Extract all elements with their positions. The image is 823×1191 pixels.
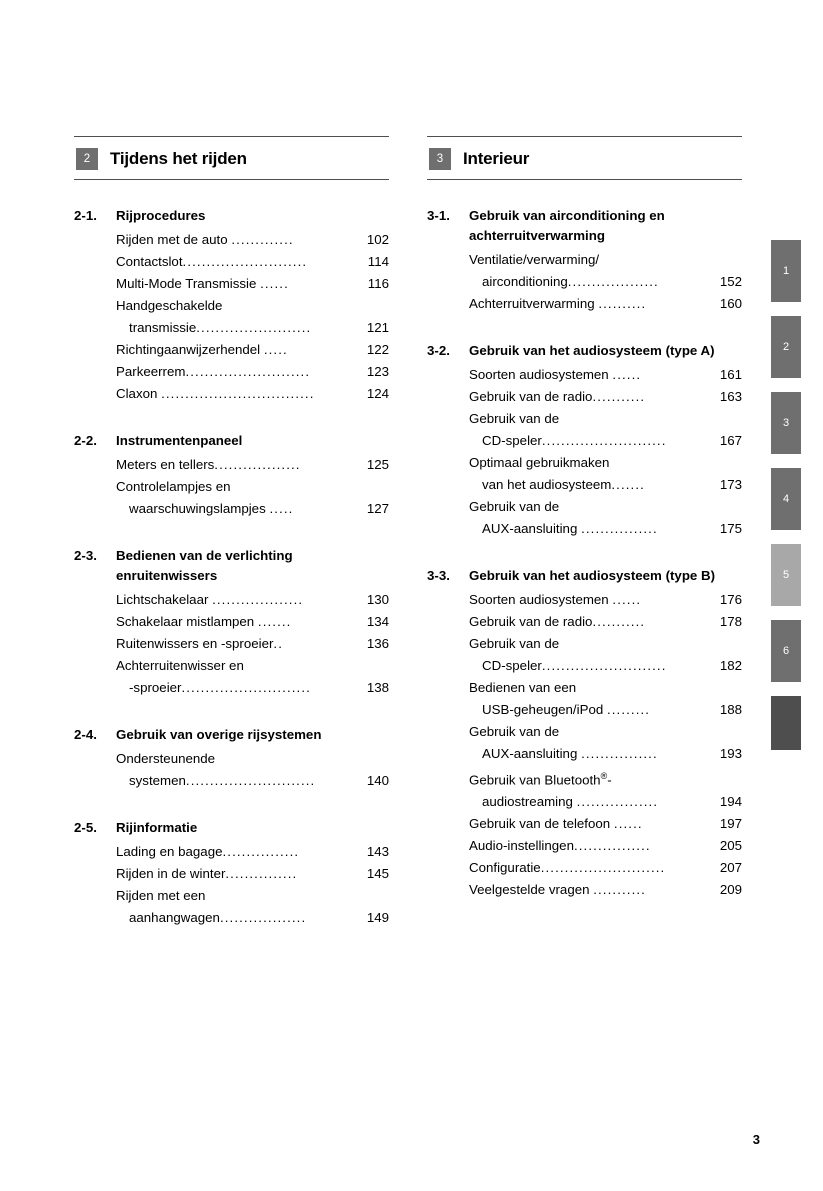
toc-entry-text: Contactslot.......................... [116,254,308,269]
toc-entry[interactable] [427,364,742,386]
toc-entry[interactable] [74,454,389,476]
side-tab-7[interactable] [771,696,801,750]
toc-entry-text: Rijden in de winter............... [116,866,298,881]
toc-entry-text: Gebruik van de radio........... [469,389,646,404]
toc-entry-text: Lading en bagage................ [116,844,300,859]
toc-entry-page: 123 [366,364,389,379]
toc-entry-page: 102 [366,232,389,247]
section-title: Gebruik van het audiosysteem (type B) [469,568,716,583]
toc-entry-page: 152 [719,274,742,289]
toc-entry-page: 167 [719,433,742,448]
toc-entry-page: 122 [366,342,389,357]
toc-entry[interactable] [74,633,389,655]
toc-section [427,566,742,901]
toc-entry-page: 175 [719,521,742,536]
toc-entry[interactable] [427,879,742,901]
toc-section [74,546,389,699]
toc-entry-text: Veelgestelde vragen ........... [469,882,646,898]
toc-section [427,341,742,540]
toc-entry-page: 161 [719,367,742,382]
toc-entry-text: Meters en tellers.................. [116,457,301,472]
toc-entry-text: Schakelaar mistlampen ....... [116,614,292,629]
toc-entry-page: 163 [719,389,742,404]
toc-entry[interactable] [427,835,742,857]
toc-entry-page: 176 [719,592,742,607]
section-heading [427,341,742,361]
section-number: 2-2. [74,433,97,448]
toc-entry-text: Soorten audiosystemen ...... [469,367,642,382]
toc-entry[interactable] [427,293,742,315]
section-title: Instrumentenpaneel [116,433,243,448]
side-tab-6[interactable] [771,620,801,682]
toc-entry-page: 140 [366,773,389,788]
chapter-header-2 [74,136,389,180]
toc-entry[interactable] [74,611,389,633]
toc-entry-text: Achterruitverwarming .......... [469,296,647,311]
toc-section [74,818,389,929]
toc-entry-page: 130 [366,592,389,607]
toc-entry[interactable] [427,857,742,879]
side-tab-label: 1 [782,265,790,277]
toc-entry-page: 136 [366,636,389,651]
section-heading [74,546,389,586]
toc-entry-text: Ondersteunende systemen........................... [116,751,316,788]
toc-entry[interactable] [74,589,389,611]
toc-entry-text: Rijden met de auto ............. [116,232,294,247]
toc-entry-page: 145 [366,866,389,881]
section-heading [74,431,389,451]
section-title: Gebruik van airconditioning en achterruitverwarming [469,208,665,243]
toc-entry-page: 193 [719,746,742,761]
toc-entry-page: 124 [366,386,389,401]
toc-entry-page: 138 [366,680,389,695]
toc-entry-page: 207 [719,860,742,876]
toc-entry[interactable] [427,765,742,813]
section-number: 2-1. [74,208,97,223]
section-number: 2-3. [74,548,97,563]
section-number: 2-4. [74,727,97,742]
toc-entry-page: 182 [719,658,742,673]
toc-entry-text: Richtingaanwijzerhendel ..... [116,342,288,357]
toc-entry-page: 125 [366,457,389,472]
toc-entry-page: 194 [719,794,742,810]
toc-entry-text: Gebruik van Bluetooth®- audiostreaming ................. [469,771,659,810]
toc-entry[interactable] [74,383,389,405]
section-heading [427,206,742,246]
side-tab-5[interactable] [771,544,801,606]
chapter-number-badge: 3 [429,148,451,170]
side-tab-label: 3 [782,417,790,429]
toc-entry[interactable] [74,885,389,929]
section-number: 2-5. [74,820,97,835]
toc-entry-page: 188 [719,702,742,717]
toc-entry[interactable] [74,476,389,520]
section-number: 3-2. [427,343,450,358]
chapter-header-3 [427,136,742,180]
section-title: Bedienen van de verlichting enruitenwissers [116,548,293,583]
toc-columns [74,136,742,929]
toc-column-left [74,136,389,929]
toc-entry[interactable] [74,229,389,251]
toc-entry-page: 197 [719,816,742,832]
toc-section [427,206,742,315]
side-tab-4[interactable] [771,468,801,530]
toc-entry[interactable] [427,386,742,408]
toc-entry-text: Handgeschakelde transmissie........................ [116,298,312,335]
toc-entry-page: 114 [367,254,389,269]
toc-entry[interactable] [74,655,389,699]
toc-column-right [427,136,742,929]
toc-entry[interactable] [427,589,742,611]
toc-entry[interactable] [427,677,742,721]
toc-entry-text: Ruitenwissers en -sproeier.. [116,636,284,651]
toc-entry[interactable] [427,496,742,540]
chapter-title: Interieur [463,149,530,168]
section-number: 3-1. [427,208,450,223]
toc-entry-page: 173 [719,477,742,492]
page-number: 3 [752,1132,760,1147]
toc-entry-text: Rijden met een aanhangwagen.................. [116,888,307,925]
toc-entry-text: Ventilatie/verwarming/ airconditioning................... [469,252,659,289]
toc-entry[interactable] [427,408,742,452]
toc-entry-page: 160 [719,296,742,311]
toc-entry-page: 121 [366,320,389,335]
toc-entry-text: Soorten audiosystemen ...... [469,592,642,607]
toc-entry-page: 149 [366,910,389,925]
toc-entry-text: Audio-instellingen................ [469,838,651,854]
toc-entry-text: Achterruitenwisser en -sproeier........................... [116,658,311,695]
side-tab-3[interactable] [771,392,801,454]
section-title: Gebruik van overige rijsystemen [116,727,322,742]
toc-entry-text: Configuratie.......................... [469,860,666,876]
side-tab-label: 2 [782,341,790,353]
side-tab-2[interactable] [771,316,801,378]
side-tab-label: 4 [782,493,790,505]
toc-entry[interactable] [74,273,389,295]
toc-entry-text: Gebruik van de AUX-aansluiting ................ [469,499,658,536]
section-title: Gebruik van het audiosysteem (type A) [469,343,715,358]
section-heading [74,818,389,838]
toc-entry[interactable] [427,813,742,835]
toc-entry[interactable] [427,249,742,293]
toc-entry-page: 205 [719,838,742,854]
toc-entry[interactable] [427,611,742,633]
toc-section [74,725,389,792]
toc-entry-page: 127 [366,501,389,516]
toc-entry[interactable] [74,748,389,792]
toc-entry-text: Gebruik van de CD-speler.......................... [469,636,667,673]
section-title: Rijinformatie [116,820,198,835]
toc-entry-text: Bedienen van een USB-geheugen/iPod ......... [469,680,651,717]
toc-entry[interactable] [74,251,389,273]
toc-entry[interactable] [74,339,389,361]
toc-entry[interactable] [427,633,742,677]
toc-entry-text: Gebruik van de telefoon ...... [469,816,643,832]
section-title: Rijprocedures [116,208,206,223]
toc-entry-page: 178 [719,614,742,629]
toc-entry-text: Lichtschakelaar ................... [116,592,304,607]
toc-section [74,206,389,405]
toc-entry-text: Multi-Mode Transmissie ...... [116,276,289,291]
toc-section [74,431,389,520]
section-heading [74,206,389,226]
toc-entry-page: 209 [719,882,742,898]
toc-entry[interactable] [74,361,389,383]
toc-entry[interactable] [74,295,389,339]
toc-entry-text: Gebruik van de AUX-aansluiting ................ [469,724,658,761]
registered-trademark-icon: ® [600,771,608,781]
chapter-number-badge: 2 [76,148,98,170]
chapter-title: Tijdens het rijden [110,149,247,168]
toc-entry-text: Controlelampjes en waarschuwingslampjes ..... [116,479,294,516]
toc-entry[interactable] [427,721,742,765]
section-heading [74,725,389,745]
toc-entry-page: 134 [366,614,389,629]
section-heading [427,566,742,586]
toc-entry[interactable] [74,841,389,863]
side-tab-label: 6 [782,645,790,657]
toc-entry-text: Claxon ................................ [116,386,315,401]
toc-entry-text: Gebruik van de radio........... [469,614,646,629]
side-tab-1[interactable] [771,240,801,302]
toc-entry[interactable] [74,863,389,885]
chapter-side-tabs [771,240,801,750]
toc-entry-text: Parkeerrem.......................... [116,364,311,379]
toc-entry-page: 143 [366,844,389,859]
section-number: 3-3. [427,568,450,583]
toc-entry[interactable] [427,452,742,496]
side-tab-label: 5 [782,569,790,581]
toc-entry-text: Gebruik van de CD-speler.......................... [469,411,667,448]
toc-entry-page: 116 [367,276,389,291]
toc-entry-text: Optimaal gebruikmaken van het audiosysteem....... [469,455,645,492]
